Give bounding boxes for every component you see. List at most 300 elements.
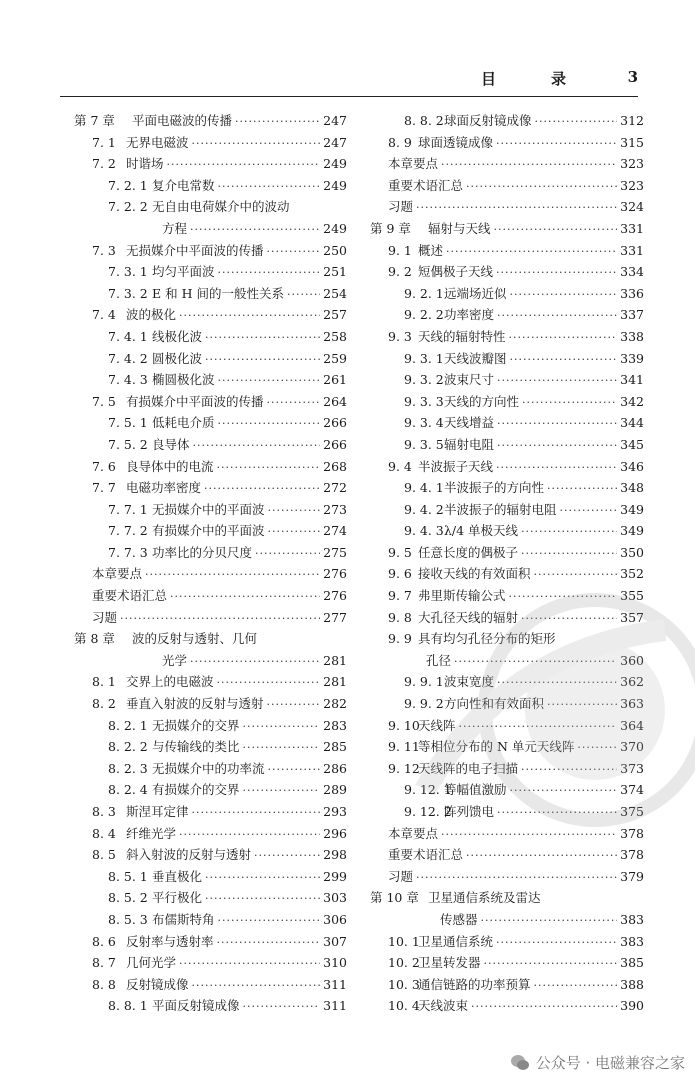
toc-entry xyxy=(370,693,644,715)
running-title: 目 录 xyxy=(480,70,586,88)
toc-entry xyxy=(74,132,347,154)
dot-leader xyxy=(218,369,320,392)
footer-watermark xyxy=(510,1052,685,1073)
dot-leader xyxy=(466,844,617,867)
toc-entry-title: 几何光学 xyxy=(126,955,177,971)
toc-entry xyxy=(370,240,644,262)
toc-entry-title: 椭圆极化波 xyxy=(152,372,215,388)
toc-entry-page: 266 xyxy=(323,436,347,452)
toc-entry-number: 7. 1 xyxy=(92,134,116,150)
toc-entry-number: 7. 6 xyxy=(92,458,116,474)
dot-leader xyxy=(521,607,617,630)
dot-leader xyxy=(497,369,617,392)
dot-leader xyxy=(459,715,617,738)
toc-entry xyxy=(370,974,644,996)
dot-leader xyxy=(167,153,320,176)
toc-entry-title: 复介电常数 xyxy=(152,177,215,193)
toc-entry xyxy=(370,823,644,845)
dot-leader xyxy=(179,304,320,327)
toc-entry-page: 276 xyxy=(323,588,347,604)
toc-entry xyxy=(74,477,347,499)
toc-entry-title: 通信链路的功率预算 xyxy=(418,976,531,992)
toc-entry xyxy=(370,261,644,283)
toc-entry xyxy=(370,175,644,197)
toc-entry-title: 垂直极化 xyxy=(152,868,203,884)
toc-entry-page: 337 xyxy=(620,307,644,323)
toc-entry-page: 346 xyxy=(620,458,644,474)
toc-entry xyxy=(74,542,347,564)
toc-entry-title: 有损媒介的交界 xyxy=(152,782,240,798)
toc-entry xyxy=(370,887,644,909)
toc-entry xyxy=(74,693,347,715)
toc-entry xyxy=(74,412,347,434)
toc-entry-title: 线极化波 xyxy=(152,328,203,344)
toc-entry-page: 281 xyxy=(323,652,347,668)
toc-entry-number: 9. 5 xyxy=(388,544,412,560)
toc-entry-title: 功率比的分贝尺度 xyxy=(152,544,253,560)
toc-entry-page: 334 xyxy=(620,264,644,280)
toc-entry-number: 9. 9. 1 xyxy=(404,674,444,690)
toc-entry-title: 习题 xyxy=(388,868,414,884)
toc-entry-title: 均匀平面波 xyxy=(152,264,215,280)
dot-leader xyxy=(577,736,617,759)
toc-entry-page: 311 xyxy=(323,998,347,1014)
toc-entry xyxy=(370,801,644,823)
toc-entry-number: 9. 2. 2 xyxy=(404,307,444,323)
toc-entry-title: 大孔径天线的辐射 xyxy=(418,609,519,625)
page-header xyxy=(60,66,638,97)
toc-entry xyxy=(74,736,347,758)
toc-entry-page: 250 xyxy=(323,242,347,258)
toc-entry-title: 反射镜成像 xyxy=(126,976,189,992)
toc-entry xyxy=(74,369,347,391)
toc-entry xyxy=(74,261,347,283)
toc-entry-number: 9. 7 xyxy=(388,588,412,604)
dot-leader xyxy=(510,348,617,371)
toc-entry-page: 261 xyxy=(323,372,347,388)
page-number: 3 xyxy=(627,68,638,86)
toc-entry xyxy=(370,715,644,737)
toc-entry-number: 9. 9. 2 xyxy=(404,696,444,712)
toc-entry-number: 7. 7. 1 xyxy=(108,501,148,517)
toc-entry xyxy=(74,218,347,240)
dot-leader xyxy=(494,218,617,241)
toc-entry-number: 7. 2. 1 xyxy=(108,177,148,193)
toc-entry-number: 8. 2. 2 xyxy=(108,739,148,755)
toc-entry-page: 336 xyxy=(620,285,644,301)
toc-entry-title: 任意长度的偶极子 xyxy=(418,544,519,560)
toc-entry-title: 阵列馈电 xyxy=(444,804,495,819)
toc-entry-page: 303 xyxy=(323,890,347,906)
dot-leader xyxy=(243,995,320,1018)
dot-leader xyxy=(510,283,617,306)
dot-leader xyxy=(179,952,320,975)
dot-leader xyxy=(534,563,617,586)
dot-leader xyxy=(446,240,617,263)
toc-entry xyxy=(74,650,347,672)
toc-entry xyxy=(74,326,347,348)
dot-leader xyxy=(204,477,320,500)
toc-entry-title: 天线波瓣图 xyxy=(444,350,507,366)
toc-entry-title: 球面反射镜成像 xyxy=(444,113,532,128)
toc-entry-number: 9. 3. 3 xyxy=(404,393,444,409)
dot-leader xyxy=(497,434,617,457)
dot-leader xyxy=(192,974,320,997)
toc-entry-number: 10. 4 xyxy=(388,998,420,1014)
toc-entry-page: 331 xyxy=(620,220,644,236)
toc-entry xyxy=(370,110,644,132)
toc-entry xyxy=(74,866,347,888)
toc-entry-page: 249 xyxy=(323,220,347,236)
toc-entry xyxy=(74,995,347,1017)
toc-entry-number: 8. 5. 1 xyxy=(108,868,148,884)
dot-leader xyxy=(255,542,320,565)
toc-entry xyxy=(74,110,347,132)
toc-entry xyxy=(370,585,644,607)
toc-entry-title: 天线的方向性 xyxy=(444,393,520,409)
toc-entry-title: 具有均匀孔径分布的矩形 xyxy=(418,631,556,647)
toc-entry xyxy=(74,175,347,197)
toc-entry-title: 卫星通信系统 xyxy=(418,933,494,949)
toc-entry xyxy=(74,434,347,456)
toc-entry-title: 无损媒介中的功率流 xyxy=(152,760,265,776)
toc-entry-page: 345 xyxy=(620,436,644,452)
toc-entry xyxy=(74,153,347,175)
toc-entry-number: 第 8 章 xyxy=(74,631,115,647)
toc-entry-number: 9. 4. 2 xyxy=(404,501,444,517)
dot-leader xyxy=(560,499,617,522)
toc-entry-page: 363 xyxy=(620,696,644,712)
dot-leader xyxy=(218,175,320,198)
toc-entry-page: 350 xyxy=(620,544,644,560)
toc-entry-title: 波的极化 xyxy=(126,307,177,323)
toc-entry-number: 9. 2. 1 xyxy=(404,285,444,301)
toc-entry-number: 9. 8 xyxy=(388,609,412,625)
toc-entry xyxy=(74,283,347,305)
toc-entry-number: 9. 10 xyxy=(388,717,420,733)
dot-leader xyxy=(193,434,320,457)
toc-entry-page: 349 xyxy=(620,523,644,539)
dot-leader xyxy=(534,974,617,997)
dot-leader xyxy=(496,931,617,954)
toc-entry-title: 本章要点 xyxy=(92,566,143,582)
toc-entry-page: 276 xyxy=(323,566,347,582)
toc-entry-page: 383 xyxy=(620,933,644,949)
toc-entry xyxy=(370,477,644,499)
toc-entry xyxy=(74,758,347,780)
dot-leader xyxy=(521,542,617,565)
toc-entry-title: 习题 xyxy=(92,609,118,625)
toc-entry-page: 286 xyxy=(323,760,347,776)
toc-entry-number: 7. 7 xyxy=(92,480,116,496)
toc-entry-title: 卫星转发器 xyxy=(418,955,481,971)
toc-entry-title: 波束宽度 xyxy=(444,674,495,690)
dot-leader xyxy=(120,607,320,630)
toc-entry-title: 良导体中的电流 xyxy=(126,458,214,474)
dot-leader xyxy=(190,218,320,241)
toc-entry-number: 9. 3 xyxy=(388,328,412,344)
toc-entry-page: 281 xyxy=(323,674,347,690)
toc-entry-number: 9. 6 xyxy=(388,566,412,582)
toc-entry xyxy=(370,520,644,542)
toc-entry xyxy=(370,650,644,672)
toc-entry-page: 247 xyxy=(323,134,347,150)
toc-entry-title: 短偶极子天线 xyxy=(418,264,494,280)
toc-entry-page: 355 xyxy=(620,588,644,604)
toc-entry-page: 362 xyxy=(620,674,644,690)
toc-entry-page: 249 xyxy=(323,177,347,193)
toc-entry-page: 257 xyxy=(323,307,347,323)
toc-entry-number: 9. 12. 2 xyxy=(404,804,452,819)
toc-entry-title: 波束尺寸 xyxy=(444,372,495,388)
toc-entry xyxy=(370,283,644,305)
toc-entry-number: 第 10 章 xyxy=(370,890,419,906)
toc-entry xyxy=(370,866,644,888)
toc-entry-page: 357 xyxy=(620,609,644,625)
dot-leader xyxy=(243,779,320,802)
toc-entry xyxy=(370,456,644,478)
toc-entry-number: 8. 8. 1 xyxy=(108,998,148,1014)
toc-entry-title: 弗里斯传输公式 xyxy=(418,588,506,604)
toc-entry xyxy=(74,304,347,326)
dot-leader xyxy=(535,110,617,133)
toc-entry-page: 344 xyxy=(620,415,644,431)
toc-entry-title: 方程 xyxy=(162,220,188,236)
dot-leader xyxy=(179,823,320,846)
toc-entry-number: 9. 3. 2 xyxy=(404,372,444,388)
toc-entry-number: 9. 3. 1 xyxy=(404,350,444,366)
toc-entry-title: 习题 xyxy=(388,199,414,215)
toc-entry-title: 半波振子天线 xyxy=(418,458,494,474)
toc-entry-title: 无损媒介中的平面波 xyxy=(152,501,265,517)
toc-entry xyxy=(370,196,644,218)
toc-entry-number: 9. 3. 4 xyxy=(404,415,444,431)
dot-leader xyxy=(416,196,617,219)
toc-entry-title: 平面反射镜成像 xyxy=(152,998,240,1014)
dot-leader xyxy=(497,412,617,435)
dot-leader xyxy=(267,240,320,263)
toc-entry-page: 273 xyxy=(323,501,347,517)
toc-entry xyxy=(74,931,347,953)
dot-leader xyxy=(217,456,320,479)
dot-leader xyxy=(497,801,617,824)
toc-entry xyxy=(74,520,347,542)
toc-entry-number: 7. 4. 1 xyxy=(108,328,148,344)
toc-entry-page: 306 xyxy=(323,911,347,927)
toc-entry-page: 378 xyxy=(620,847,644,863)
toc-entry-title: 半波振子的辐射电阻 xyxy=(444,501,557,517)
dot-leader xyxy=(218,412,320,435)
toc-entry-title: 本章要点 xyxy=(388,825,439,841)
toc-entry-number: 8. 6 xyxy=(92,933,116,949)
toc-entry-page: 311 xyxy=(323,976,347,992)
dot-leader xyxy=(522,391,617,414)
dot-leader xyxy=(268,499,320,522)
toc-entry-title: 无自由电荷媒介中的波动 xyxy=(152,199,290,215)
toc-entry xyxy=(74,499,347,521)
toc-entry-title: 纤维光学 xyxy=(126,825,177,841)
dot-leader xyxy=(192,132,320,155)
toc-entry-page: 342 xyxy=(620,393,644,409)
dot-leader xyxy=(521,520,617,543)
dot-leader xyxy=(547,693,617,716)
toc-entry-number: 9. 4 xyxy=(388,458,412,474)
dot-leader xyxy=(235,110,320,133)
toc-entry xyxy=(74,348,347,370)
toc-entry-number: 7. 3 xyxy=(92,242,116,258)
toc-entry xyxy=(370,369,644,391)
toc-entry-title: 概述 xyxy=(418,242,444,258)
toc-left-column xyxy=(74,110,347,1017)
toc-entry-number: 第 9 章 xyxy=(370,220,411,236)
toc-entry xyxy=(370,931,644,953)
toc-entry-title: 接收天线的有效面积 xyxy=(418,566,531,582)
toc-entry-title: 辐射与天线 xyxy=(428,220,491,236)
toc-entry xyxy=(74,779,347,801)
toc-entry xyxy=(74,456,347,478)
toc-entry-title: 天线的辐射特性 xyxy=(418,328,506,344)
toc-entry-page: 259 xyxy=(323,350,347,366)
toc-entry-title: 等相位分布的 N 单元天线阵 xyxy=(418,739,575,755)
toc-entry-number: 7. 4. 3 xyxy=(108,372,148,388)
toc-entry-number: 7. 5. 1 xyxy=(108,415,148,431)
dot-leader xyxy=(217,931,320,954)
toc-entry-number: 9. 12. 1 xyxy=(404,782,452,798)
toc-entry xyxy=(370,952,644,974)
toc-entry-title: 方向性和有效面积 xyxy=(444,696,545,712)
toc-entry xyxy=(74,823,347,845)
dot-leader xyxy=(170,585,320,608)
toc-entry-page: 266 xyxy=(323,415,347,431)
toc-entry xyxy=(370,628,644,650)
dot-leader xyxy=(217,671,320,694)
dot-leader xyxy=(268,758,320,781)
toc-entry-number: 7. 2. 2 xyxy=(108,199,148,215)
toc-entry-number: 8. 8 xyxy=(92,976,116,992)
toc-entry xyxy=(74,585,347,607)
dot-leader xyxy=(218,261,320,284)
toc-entry xyxy=(74,196,347,218)
toc-entry xyxy=(74,974,347,996)
toc-entry-page: 254 xyxy=(323,285,347,301)
toc-entry xyxy=(370,671,644,693)
toc-entry-number: 7. 4 xyxy=(92,307,116,323)
dot-leader xyxy=(267,391,320,414)
toc-entry xyxy=(370,326,644,348)
dot-leader xyxy=(471,995,617,1018)
toc-entry-number: 9. 11 xyxy=(388,739,420,755)
toc-entry xyxy=(74,607,347,629)
dot-leader xyxy=(497,304,617,327)
toc-entry-title: 重要术语汇总 xyxy=(388,847,464,863)
toc-entry-number: 8. 2. 4 xyxy=(108,782,148,798)
toc-entry xyxy=(74,671,347,693)
toc-entry xyxy=(370,499,644,521)
dot-leader xyxy=(243,736,320,759)
dot-leader xyxy=(190,650,320,673)
dot-leader xyxy=(496,456,617,479)
toc-entry-number: 8. 8. 2 xyxy=(404,113,444,128)
toc-entry xyxy=(370,844,644,866)
toc-entry-title: 天线波束 xyxy=(418,998,469,1014)
toc-entry xyxy=(370,779,644,801)
toc-entry-page: 375 xyxy=(620,804,644,819)
toc-entry-page: 289 xyxy=(323,782,347,798)
toc-entry-number: 7. 7. 2 xyxy=(108,523,148,539)
dot-leader xyxy=(287,283,320,306)
toc-entry-page: 323 xyxy=(620,156,644,172)
toc-entry-page: 331 xyxy=(620,242,644,258)
toc-entry-page: 268 xyxy=(323,458,347,474)
toc-entry-title: 球面透镜成像 xyxy=(418,134,494,150)
dot-leader xyxy=(497,671,617,694)
toc-entry-number: 8. 4 xyxy=(92,825,116,841)
toc-entry-title: 布儒斯特角 xyxy=(152,911,215,927)
toc-entry-page: 258 xyxy=(323,328,347,344)
dot-leader xyxy=(267,693,320,716)
toc-entry xyxy=(370,542,644,564)
dot-leader xyxy=(509,326,617,349)
dot-leader xyxy=(441,153,617,176)
toc-entry xyxy=(370,348,644,370)
dot-leader xyxy=(268,520,320,543)
toc-entry-number: 8. 5 xyxy=(92,847,116,863)
toc-entry-number: 8. 5. 3 xyxy=(108,911,148,927)
toc-entry-page: 374 xyxy=(620,782,644,798)
toc-entry-number: 9. 4. 3 xyxy=(404,523,444,539)
toc-entry-page: 299 xyxy=(323,868,347,884)
toc-entry-page: 364 xyxy=(620,717,644,733)
toc-entry-number: 9. 4. 1 xyxy=(404,480,444,496)
toc-entry-title: 垂直入射波的反射与透射 xyxy=(126,696,264,712)
toc-entry-number: 8. 5. 2 xyxy=(108,890,148,906)
toc-entry-title: 有损媒介中的平面波 xyxy=(152,523,265,539)
dot-leader xyxy=(218,909,320,932)
dot-leader xyxy=(205,866,320,889)
toc-entry-page: 339 xyxy=(620,350,644,366)
toc-entry-number: 8. 2. 1 xyxy=(108,717,148,733)
toc-entry-page: 341 xyxy=(620,372,644,388)
toc-entry-title: λ/4 单极天线 xyxy=(444,523,519,539)
toc-entry-page: 274 xyxy=(323,523,347,539)
toc-entry-number: 第 7 章 xyxy=(74,113,115,128)
toc-entry-title: 辐射电阻 xyxy=(444,436,495,452)
toc-entry-number: 7. 3. 1 xyxy=(108,264,148,280)
toc-entry-title: 良导体 xyxy=(152,436,190,452)
toc-entry-title: 天线阵的电子扫描 xyxy=(418,760,519,776)
toc-entry-title: 光学 xyxy=(162,652,188,668)
toc-entry-number: 7. 3. 2 xyxy=(108,285,148,301)
dot-leader xyxy=(481,909,617,932)
toc-entry-number: 9. 12 xyxy=(388,760,420,776)
toc-entry-title: 低耗电介质 xyxy=(152,415,215,431)
toc-entry-title: 天线增益 xyxy=(444,415,495,431)
toc-entry xyxy=(74,952,347,974)
toc-entry-title: 远端场近似 xyxy=(444,285,507,301)
toc-entry-number: 7. 2 xyxy=(92,156,116,172)
toc-entry-page: 307 xyxy=(323,933,347,949)
toc-entry xyxy=(74,563,347,585)
toc-entry-page: 298 xyxy=(323,847,347,863)
toc-entry-page: 348 xyxy=(620,480,644,496)
toc-entry-title: 反射率与透射率 xyxy=(126,933,214,949)
toc-entry-title: 圆极化波 xyxy=(152,350,203,366)
wechat-icon xyxy=(510,1053,530,1073)
toc-entry-title: 电磁功率密度 xyxy=(126,480,202,496)
toc-entry-number: 9. 9 xyxy=(388,631,412,647)
toc-entry-page: 352 xyxy=(620,566,644,582)
toc-entry-page: 315 xyxy=(620,134,644,150)
